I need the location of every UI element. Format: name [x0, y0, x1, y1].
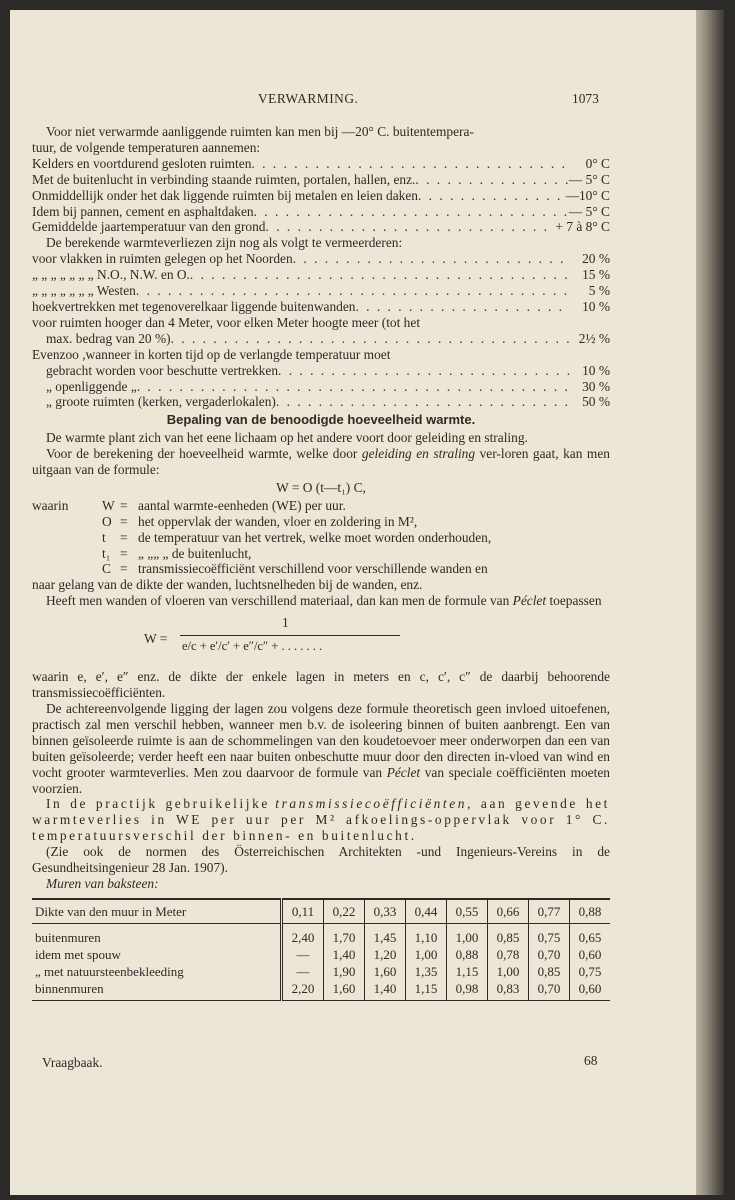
table-cell: 0,85 [488, 923, 529, 946]
row-value: 10 % [582, 298, 610, 314]
table-cell: 2,40 [282, 923, 324, 946]
table-column-header: 0,44 [406, 899, 447, 924]
table-cell: 0,70 [529, 980, 570, 1001]
row-value: + 7 à 8° C [555, 219, 610, 235]
table-cell: 1,10 [406, 923, 447, 946]
row-value: 2½ % [578, 330, 610, 346]
table-cell: 0,88 [447, 946, 488, 963]
definition-eq: = [120, 561, 128, 577]
waarin-label: waarin [32, 497, 69, 513]
row-label: hoekvertrekken met tegenoverelkaar liggende buitenwanden [32, 298, 356, 314]
table-cell: 1,20 [365, 946, 406, 963]
definition-row [102, 530, 610, 546]
increase-row [32, 331, 610, 347]
formula-peclet [32, 613, 610, 665]
definition-row [102, 498, 610, 514]
running-title: VERWARMING. [258, 91, 359, 106]
row-label: max. bedrag van 20 %) [46, 330, 171, 346]
increase-row [32, 363, 610, 379]
row-label: „ openliggende „ [46, 378, 137, 394]
footer-page-number: 68 [584, 1053, 598, 1068]
leader-dots [276, 394, 570, 410]
temp-row [32, 188, 610, 204]
table-cell: 2,20 [282, 980, 324, 1001]
table-cell: — [282, 963, 324, 980]
row-label: „ „ „ „ „ „ „ N.O., N.W. en O. [32, 267, 190, 283]
definition-eq: = [120, 529, 128, 545]
formula-peclet-lhs: W = [144, 631, 168, 647]
intro-line-1: Voor niet verwarmde aanliggende ruimten kan men bij —20° C. buitentempera- [46, 124, 474, 139]
page-body [32, 124, 610, 1001]
row-value: 20 % [582, 251, 610, 267]
increase-intro: De berekende warmteverliezen zijn nog als volgt te vermeerderen: [46, 235, 403, 251]
table-cell: 1,35 [406, 963, 447, 980]
increase-row [32, 394, 610, 410]
leader-dots [415, 172, 569, 188]
row-value: — 5° C [568, 171, 610, 187]
table-cell: 0,98 [447, 980, 488, 1001]
table-cell: 0,78 [488, 946, 529, 963]
table-cell: 0,60 [570, 946, 611, 963]
row-label: Onmiddellijk onder het dak liggende ruimten bij metalen en leien daken [32, 187, 418, 203]
row-label: Evenzoo ,wanneer in korten tijd op de verlangde temperatuur moet [32, 346, 391, 362]
table-column-header: 0,66 [488, 899, 529, 924]
table-header-label: Dikte van den muur in Meter [32, 899, 282, 924]
table-cell: 0,60 [570, 980, 611, 1001]
row-value: —10° C [565, 187, 610, 203]
paragraph-practice: In de practijk gebruikelijke transmissiecoëfficiënten, aan gevende het warmteverlies in WE per uur per M² afkoelings-oppervlak voor 1° C. temperatuursverschil der binnen- en buitenlucht. [32, 796, 610, 844]
table-cell: 1,45 [365, 923, 406, 946]
row-label: voor vlakken in ruimten gelegen op het Noorden [32, 251, 293, 267]
row-value: 30 % [582, 378, 610, 394]
definition-row [102, 546, 610, 562]
leader-dots [266, 219, 556, 235]
leader-dots [278, 363, 570, 379]
leader-dots [418, 188, 566, 204]
definition-text: aantal warmte-eenheden (WE) per uur. [138, 497, 346, 513]
leader-dots [171, 331, 570, 347]
definition-continuation: naar gelang van de dikte der wanden, luchtsnelheden bij de wanden, enz. [32, 577, 423, 593]
table-column-header: 0,55 [447, 899, 488, 924]
table-cell: 1,00 [447, 923, 488, 946]
definition-sym: W [102, 497, 115, 513]
paragraph-conduction: De warmte plant zich van het eene lichaam op het andere voort door geleiding en straling. [46, 430, 528, 446]
definition-sym: t₁ [102, 545, 111, 561]
transmission-table [32, 898, 610, 1001]
intro-line-2: tuur, de volgende temperaturen aannemen: [32, 139, 261, 155]
increase-row [32, 251, 610, 267]
paragraph-peclet: Heeft men wanden of vloeren van verschillend materiaal, dan kan men de formule van Péclet toepassen [46, 593, 602, 609]
increase-row [32, 299, 610, 315]
row-label: Kelders en voortdurend gesloten ruimten [32, 155, 252, 171]
leader-dots [254, 204, 569, 220]
temperature-list [32, 156, 610, 236]
page-number: 1073 [572, 91, 599, 106]
leader-dots [293, 251, 570, 267]
table-column-header: 0,88 [570, 899, 611, 924]
definition-sym: t [102, 529, 106, 545]
table-row-label: „ met natuursteenbekleeding [35, 963, 184, 979]
table-row-label: idem met spouw [35, 946, 121, 962]
table-cell: 1,15 [406, 980, 447, 1001]
formula-main: W = O (t—t₁) C, [276, 479, 366, 495]
row-value: 15 % [582, 267, 610, 283]
definition-row [102, 561, 610, 577]
table-cell: 0,85 [529, 963, 570, 980]
definition-text: de temperatuur van het vertrek, welke moet worden onderhouden, [138, 529, 492, 545]
table-cell: 0,83 [488, 980, 529, 1001]
table-cell: 0,75 [529, 923, 570, 946]
table-row [32, 923, 610, 946]
row-label: Met de buitenlucht in verbinding staande ruimten, portalen, hallen, enz. [32, 171, 416, 187]
row-value: 10 % [582, 362, 610, 378]
fraction-bar [180, 635, 400, 636]
leader-dots [190, 267, 570, 283]
paragraph-reference: (Zie ook de normen des Österreichischen Architekten -und Ingenieurs-Vereins in de Gesundheitsingenieur 28 Jan. 1907). [32, 844, 610, 876]
temp-row [32, 156, 610, 172]
definition-text: het oppervlak der wanden, vloer en zoldering in M², [138, 513, 418, 529]
increase-row [32, 267, 610, 283]
section-heading: Bepaling van de benoodigde hoeveelheid warmte. [166, 412, 476, 428]
definition-sym: C [102, 561, 111, 577]
table-cell: 1,15 [447, 963, 488, 980]
row-label: Idem bij pannen, cement en asphaltdaken [32, 203, 254, 219]
footer-left: Vraagbaak. [42, 1055, 103, 1070]
definition-eq: = [120, 513, 128, 529]
row-value: 5 % [588, 283, 610, 299]
table-cell: 1,40 [365, 980, 406, 1001]
table-caption: Muren van baksteen: [46, 875, 159, 891]
row-value: — 5° C [568, 203, 610, 219]
row-label: voor ruimten hooger dan 4 Meter, voor elken Meter hoogte meer (tot het [32, 314, 421, 330]
table-cell: 1,00 [488, 963, 529, 980]
table-column-header: 0,33 [365, 899, 406, 924]
table-column-header: 0,22 [324, 899, 365, 924]
paragraph-formula-intro: Voor de berekening der hoeveelheid warmte, welke door geleiding en straling ver-loren gaat, kan men uitgaan van de formule: [32, 446, 610, 478]
table-cell: 1,00 [406, 946, 447, 963]
table-row [32, 946, 610, 963]
table-cell: — [282, 946, 324, 963]
table-cell: 1,60 [365, 963, 406, 980]
table-row [32, 980, 610, 1001]
definitions [32, 498, 610, 578]
increase-row [32, 379, 610, 395]
increase-row [32, 315, 610, 331]
row-value: 50 % [582, 394, 610, 410]
row-label: Gemiddelde jaartemperatuur van den grond [32, 219, 266, 235]
leader-dots [136, 283, 570, 299]
table-row-label: binnenmuren [32, 980, 282, 1001]
table-cell: 1,70 [324, 923, 365, 946]
table-cell: 0,65 [570, 923, 611, 946]
paragraph-layers: waarin e, e′, e″ enz. de dikte der enkele lagen in meters en c, c′, c″ de daarbij behoorende transmissiecoëfficiënten. [32, 669, 610, 701]
row-value: 0° C [585, 155, 610, 171]
definition-eq: = [120, 497, 128, 513]
table-row [32, 963, 610, 980]
row-label: gebracht worden voor beschutte vertrekken [46, 362, 279, 378]
increase-list [32, 251, 610, 410]
table-cell: 1,60 [324, 980, 365, 1001]
temp-row [32, 172, 610, 188]
increase-row [32, 283, 610, 299]
temp-row [32, 204, 610, 220]
paragraph-order: De achtereenvolgende ligging der lagen zou volgens deze formule theoretisch geen invloed uitoefenen, practisch zal men verschil hebben, wanneer men b.v. de isoleering binnen of buiten aanbrengt. Een van binnen geïsoleerde ruimte is aan de schommelingen van den koudetoevoer meer onderworpen dan een van buiten geïsoleerde; verder heeft een naar buiten onbeschutte muur door den directen in-vloed van wind en vocht grooter warmteverlies. Men zou daarvoor de formule van Péclet van speciale coëfficiënten moeten voorzien. [32, 701, 610, 796]
leader-dots [251, 156, 570, 172]
definition-eq: = [120, 545, 128, 561]
increase-row [32, 347, 610, 363]
book-edge [696, 10, 724, 1195]
temp-row [32, 219, 610, 235]
definition-text: „ „„ „ de buitenlucht, [138, 545, 252, 561]
table-cell: 0,75 [570, 963, 611, 980]
definition-sym: O [102, 513, 112, 529]
row-label: „ groote ruimten (kerken, vergaderlokalen) [46, 394, 276, 410]
table-cell: 0,70 [529, 946, 570, 963]
definition-text: transmissiecoëfficiënt verschillend voor verschillende wanden en [138, 561, 488, 577]
leader-dots [137, 379, 570, 395]
table-column-header: 0,11 [282, 899, 324, 924]
definition-row [102, 514, 610, 530]
formula-peclet-denominator: e/c + e′/c′ + e″/c″ + . . . . . . . [182, 639, 323, 654]
table-cell: 1,40 [324, 946, 365, 963]
row-label: „ „ „ „ „ „ „ Westen [32, 283, 136, 299]
table-cell: 1,90 [324, 963, 365, 980]
leader-dots [355, 299, 570, 315]
formula-peclet-numerator: 1 [282, 615, 289, 631]
table-column-header: 0,77 [529, 899, 570, 924]
table-row-label: buitenmuren [35, 929, 101, 945]
